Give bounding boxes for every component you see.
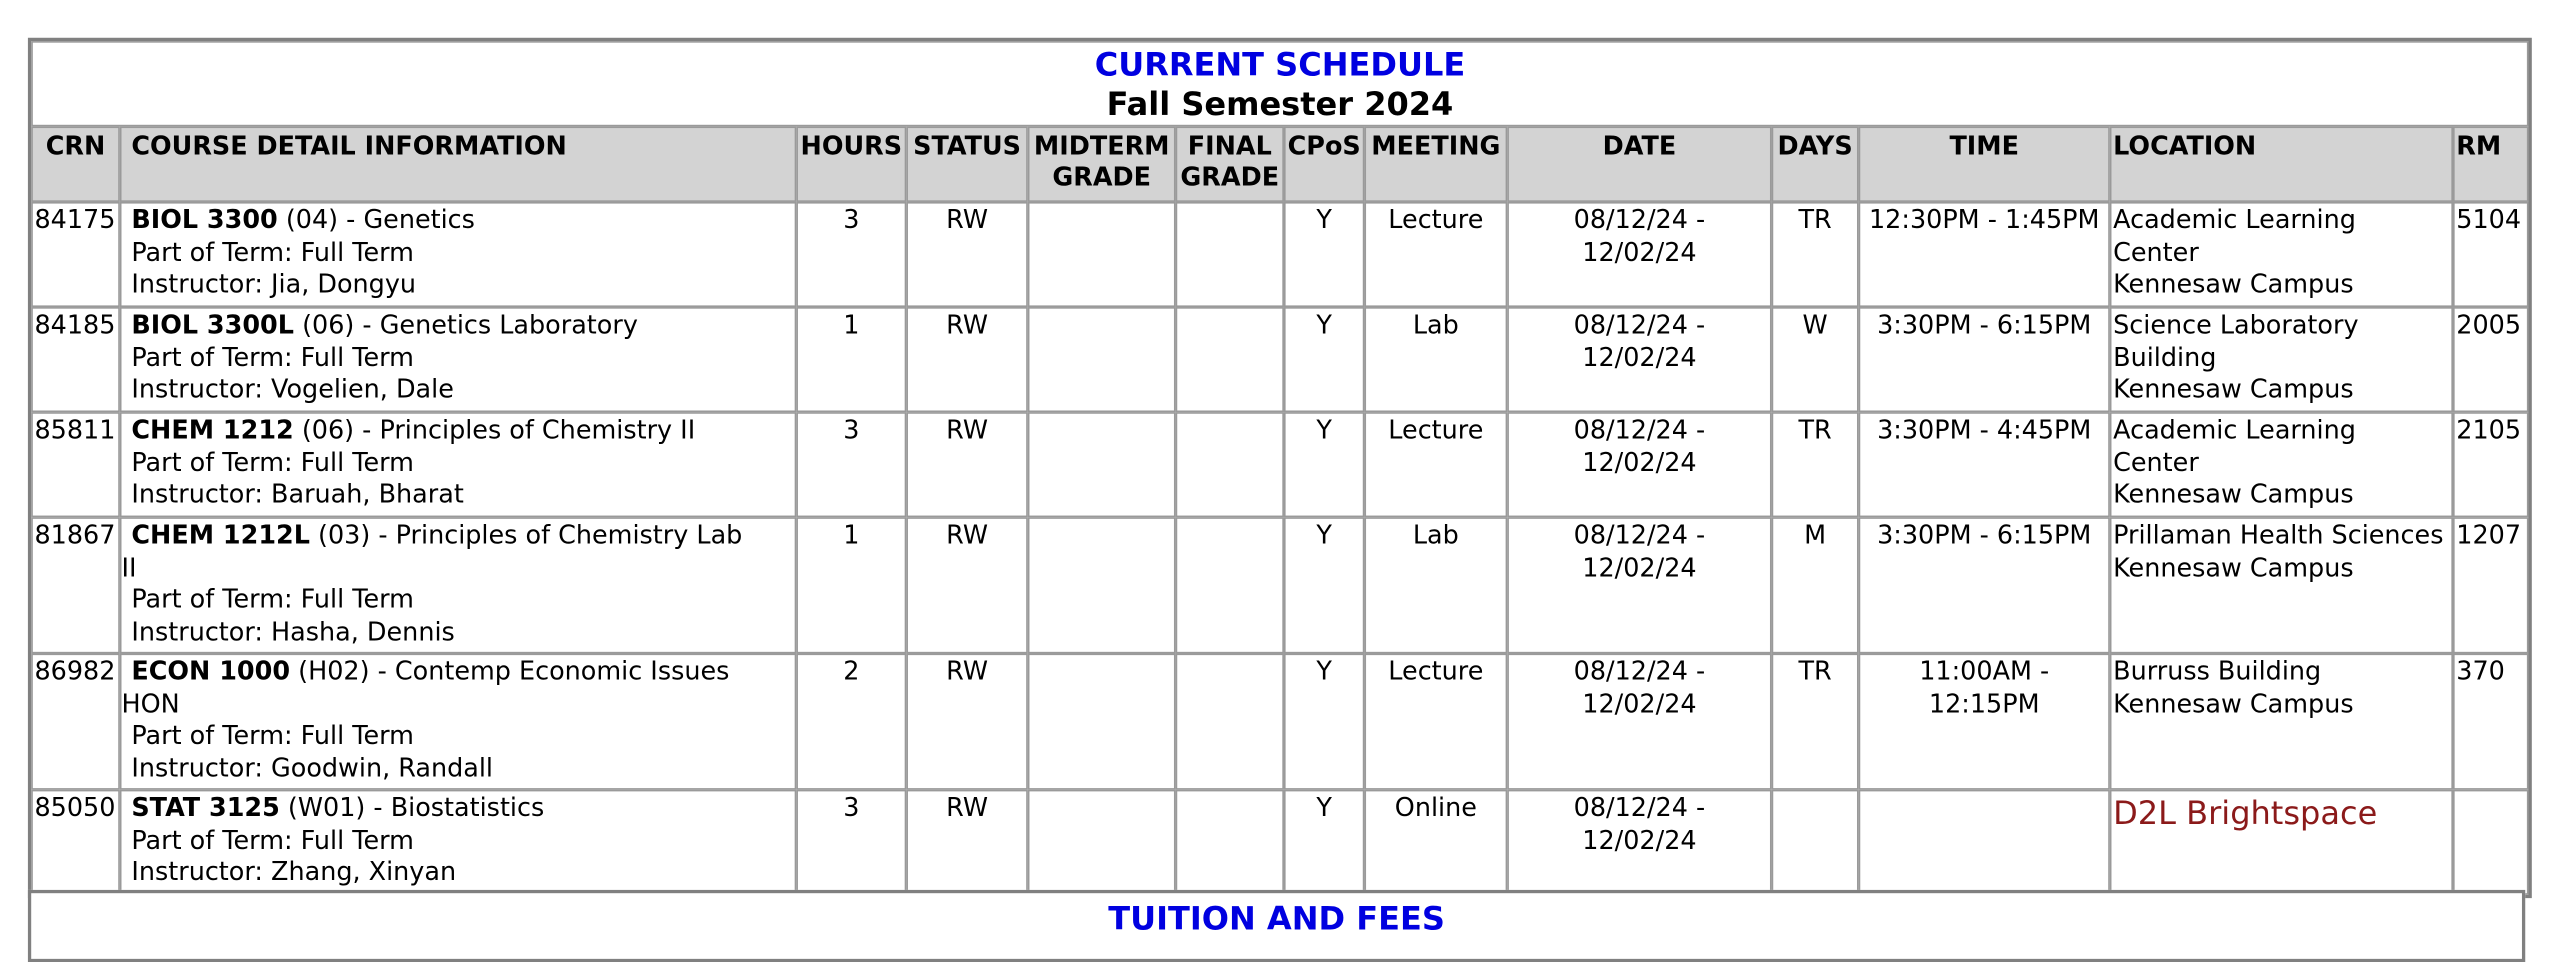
- instructor: Instructor: Baruah, Bharat: [131, 480, 464, 510]
- crn-cell: 84175: [31, 202, 120, 307]
- meeting-cell: Lecture: [1364, 202, 1507, 307]
- final-grade-cell: [1176, 412, 1284, 517]
- course-section: (04) - Genetics: [277, 205, 475, 235]
- cpos-cell: Y: [1284, 653, 1364, 789]
- status-cell: RW: [906, 202, 1028, 307]
- location-campus: Kennesaw Campus: [2113, 269, 2354, 300]
- midterm-grade-cell: [1028, 653, 1176, 789]
- date-cell: [1507, 412, 1771, 517]
- location-cell: [2110, 517, 2453, 653]
- days-cell: TR: [1772, 202, 1859, 307]
- midterm-grade-cell: [1028, 790, 1176, 895]
- location-line1: Academic Learning: [2113, 205, 2356, 235]
- location-cell: [2110, 790, 2453, 895]
- hours-cell: 2: [796, 653, 906, 789]
- header-cpos: CPoS: [1284, 126, 1364, 202]
- location-cell: [2110, 202, 2453, 307]
- date-start: 08/12/24 -: [1573, 310, 1706, 340]
- location-line1: Science Laboratory: [2113, 310, 2359, 340]
- header-time: TIME: [1859, 126, 2110, 202]
- header-crn: CRN: [31, 126, 120, 202]
- tuition-and-fees-section: [28, 890, 2525, 962]
- crn-cell: 81867: [31, 517, 120, 653]
- part-of-term: Part of Term: Full Term: [131, 237, 414, 268]
- meeting-cell: Lecture: [1364, 653, 1507, 789]
- room-cell: 2105: [2453, 412, 2529, 517]
- time-cell: 3:30PM - 4:45PM: [1859, 412, 2110, 517]
- cpos-cell: Y: [1284, 412, 1364, 517]
- cpos-cell: Y: [1284, 790, 1364, 895]
- room-cell: 1207: [2453, 517, 2529, 653]
- course-detail-cell: [120, 653, 796, 789]
- date-end: 12/02/24: [1582, 552, 1697, 583]
- room-cell: 370: [2453, 653, 2529, 789]
- part-of-term: Part of Term: Full Term: [131, 825, 414, 855]
- cpos-cell: Y: [1284, 517, 1364, 653]
- course-section: (W01) - Biostatistics: [279, 793, 545, 823]
- final-grade-cell: [1176, 307, 1284, 412]
- room-cell: 2005: [2453, 307, 2529, 412]
- location-campus: Kennesaw Campus: [2113, 552, 2354, 583]
- header-status: STATUS: [906, 126, 1028, 202]
- course-detail-cell: [120, 202, 796, 307]
- header-course-detail: COURSE DETAIL INFORMATION: [120, 126, 796, 202]
- part-of-term: Part of Term: Full Term: [131, 721, 414, 752]
- course-section: (H02) - Contemp Economic Issues: [290, 656, 730, 687]
- course-section-wrap: II: [121, 552, 137, 583]
- hours-cell: 1: [796, 517, 906, 653]
- date-cell: [1507, 307, 1771, 412]
- location-campus: Kennesaw Campus: [2113, 480, 2354, 510]
- final-grade-cell: [1176, 202, 1284, 307]
- location-line1: Prillaman Health Sciences: [2113, 520, 2444, 551]
- header-final-line2: GRADE: [1180, 162, 1280, 193]
- midterm-grade-cell: [1028, 517, 1176, 653]
- location-line2: Building: [2113, 342, 2217, 373]
- instructor: Instructor: Goodwin, Randall: [131, 753, 494, 784]
- header-final-line1: FINAL: [1187, 131, 1272, 161]
- location-line2: Center: [2113, 237, 2199, 268]
- part-of-term: Part of Term: Full Term: [131, 447, 414, 478]
- meeting-cell: Lecture: [1364, 412, 1507, 517]
- midterm-grade-cell: [1028, 202, 1176, 307]
- meeting-cell: Lab: [1364, 307, 1507, 412]
- location-line1: Burruss Building: [2113, 656, 2322, 687]
- date-cell: [1507, 202, 1771, 307]
- course-code: ECON 1000: [131, 656, 291, 687]
- header-location: LOCATION: [2110, 126, 2453, 202]
- course-section-wrap: HON: [121, 689, 180, 719]
- course-detail-cell: [120, 517, 796, 653]
- header-rm: RM: [2453, 126, 2529, 202]
- status-cell: RW: [906, 790, 1028, 895]
- instructor: Instructor: Hasha, Dennis: [131, 617, 455, 648]
- instructor: Instructor: Vogelien, Dale: [131, 375, 454, 405]
- time-start: 11:00AM -: [1919, 656, 2050, 687]
- schedule-table: [28, 38, 2532, 898]
- final-grade-cell: [1176, 517, 1284, 653]
- location-line1: Academic Learning: [2113, 415, 2356, 445]
- date-end: 12/02/24: [1582, 237, 1697, 268]
- header-date: DATE: [1507, 126, 1771, 202]
- status-cell: RW: [906, 517, 1028, 653]
- midterm-grade-cell: [1028, 412, 1176, 517]
- cpos-cell: Y: [1284, 307, 1364, 412]
- date-end: 12/02/24: [1582, 689, 1697, 719]
- course-section: (06) - Genetics Laboratory: [294, 310, 638, 340]
- course-detail-cell: [120, 412, 796, 517]
- date-cell: [1507, 790, 1771, 895]
- meeting-cell: Lab: [1364, 517, 1507, 653]
- cpos-cell: Y: [1284, 202, 1364, 307]
- header-midterm-line1: MIDTERM: [1033, 131, 1170, 161]
- date-start: 08/12/24 -: [1573, 205, 1706, 235]
- time-cell: 3:30PM - 6:15PM: [1859, 517, 2110, 653]
- header-final-grade: [1176, 126, 1284, 202]
- header-midterm-line2: GRADE: [1052, 162, 1152, 193]
- header-row: [31, 126, 2529, 202]
- course-code: STAT 3125: [131, 793, 280, 823]
- time-cell: [1859, 653, 2110, 789]
- table-row: [31, 307, 2529, 412]
- part-of-term: Part of Term: Full Term: [131, 342, 414, 373]
- hours-cell: 3: [796, 202, 906, 307]
- schedule-title-row: [31, 41, 2529, 126]
- room-cell: [2453, 790, 2529, 895]
- days-cell: TR: [1772, 412, 1859, 517]
- date-start: 08/12/24 -: [1573, 520, 1706, 551]
- course-detail-cell: [120, 790, 796, 895]
- crn-cell: 86982: [31, 653, 120, 789]
- course-code: BIOL 3300: [131, 205, 278, 235]
- header-midterm-grade: [1028, 126, 1176, 202]
- location-cell: [2110, 412, 2453, 517]
- course-code: CHEM 1212: [131, 415, 294, 445]
- table-row: [31, 202, 2529, 307]
- midterm-grade-cell: [1028, 307, 1176, 412]
- instructor: Instructor: Zhang, Xinyan: [131, 857, 457, 888]
- crn-cell: 85811: [31, 412, 120, 517]
- header-meeting: MEETING: [1364, 126, 1507, 202]
- course-code: BIOL 3300L: [131, 310, 295, 340]
- time-end: 12:15PM: [1928, 689, 2040, 719]
- location-campus: Kennesaw Campus: [2113, 375, 2354, 405]
- crn-cell: 84185: [31, 307, 120, 412]
- days-cell: M: [1772, 517, 1859, 653]
- date-end: 12/02/24: [1582, 447, 1697, 478]
- d2l-brightspace-link[interactable]: D2L Brightspace: [2113, 794, 2378, 833]
- crn-cell: 85050: [31, 790, 120, 895]
- date-cell: [1507, 517, 1771, 653]
- days-cell: [1772, 790, 1859, 895]
- room-cell: 5104: [2453, 202, 2529, 307]
- final-grade-cell: [1176, 653, 1284, 789]
- date-end: 12/02/24: [1582, 342, 1697, 373]
- status-cell: RW: [906, 412, 1028, 517]
- tuition-and-fees-title: TUITION AND FEES: [1108, 899, 1445, 938]
- table-row: [31, 790, 2529, 895]
- semester-title: Fall Semester 2024: [1106, 85, 1454, 124]
- course-section: (06) - Principles of Chemistry II: [293, 415, 696, 445]
- date-end: 12/02/24: [1582, 825, 1697, 855]
- date-start: 08/12/24 -: [1573, 793, 1706, 823]
- hours-cell: 3: [796, 412, 906, 517]
- location-cell: [2110, 653, 2453, 789]
- meeting-cell: Online: [1364, 790, 1507, 895]
- schedule-title-cell: [31, 41, 2529, 126]
- hours-cell: 3: [796, 790, 906, 895]
- schedule-title: CURRENT SCHEDULE: [1094, 45, 1466, 84]
- course-code: CHEM 1212L: [131, 520, 310, 551]
- table-row: [31, 653, 2529, 789]
- final-grade-cell: [1176, 790, 1284, 895]
- table-row: [31, 412, 2529, 517]
- date-start: 08/12/24 -: [1573, 656, 1706, 687]
- time-cell: 3:30PM - 6:15PM: [1859, 307, 2110, 412]
- instructor: Instructor: Jia, Dongyu: [131, 269, 417, 300]
- location-campus: Kennesaw Campus: [2113, 689, 2354, 719]
- status-cell: RW: [906, 653, 1028, 789]
- location-line2: Center: [2113, 447, 2199, 478]
- location-cell: [2110, 307, 2453, 412]
- days-cell: W: [1772, 307, 1859, 412]
- table-row: [31, 517, 2529, 653]
- course-section: (03) - Principles of Chemistry Lab: [309, 520, 743, 551]
- status-cell: RW: [906, 307, 1028, 412]
- hours-cell: 1: [796, 307, 906, 412]
- date-cell: [1507, 653, 1771, 789]
- time-cell: [1859, 790, 2110, 895]
- header-hours: HOURS: [796, 126, 906, 202]
- header-days: DAYS: [1772, 126, 1859, 202]
- time-cell: 12:30PM - 1:45PM: [1859, 202, 2110, 307]
- course-detail-cell: [120, 307, 796, 412]
- days-cell: TR: [1772, 653, 1859, 789]
- part-of-term: Part of Term: Full Term: [131, 585, 414, 615]
- date-start: 08/12/24 -: [1573, 415, 1706, 445]
